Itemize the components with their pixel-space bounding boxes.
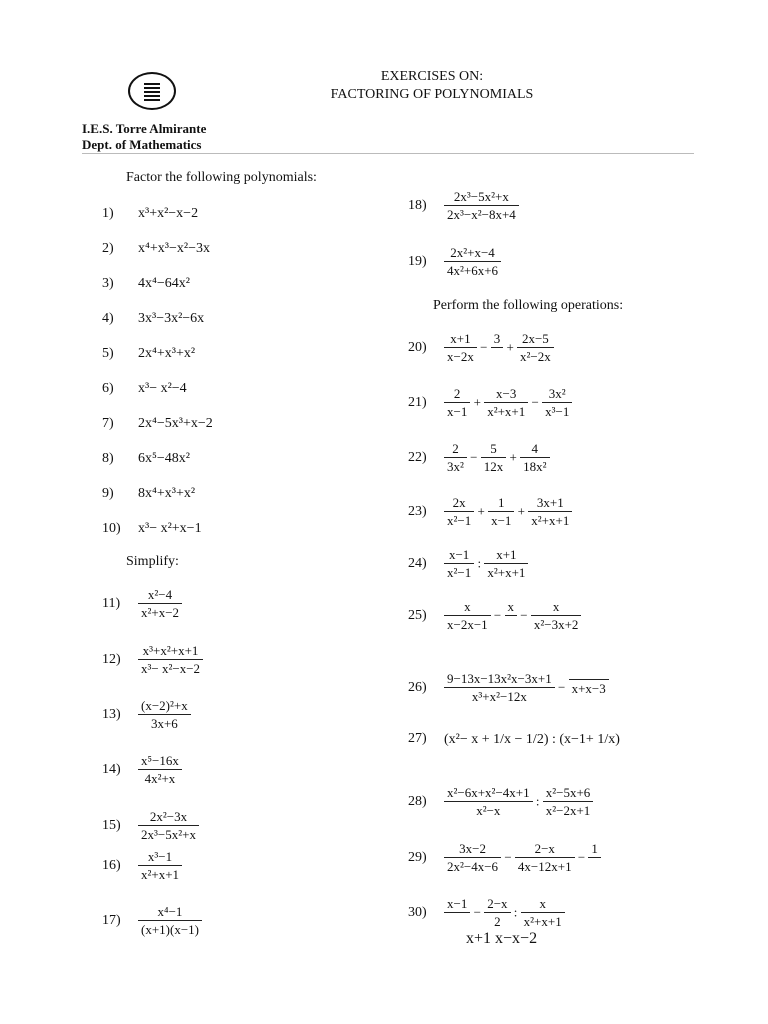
exercise-row [102, 484, 195, 502]
fraction [444, 895, 470, 930]
denominator: x³+x²−12x [471, 689, 527, 704]
fraction [444, 784, 533, 819]
numerator: x³−1 [138, 848, 182, 866]
numerator: 2x²−3x [138, 808, 199, 826]
operator: + [514, 503, 529, 519]
denominator: x²+x+1 [523, 914, 562, 929]
exercise-number: 10) [102, 521, 121, 536]
fraction [521, 895, 565, 930]
exercise-number: 26) [408, 679, 427, 695]
denominator: x−2x [447, 349, 474, 364]
fraction [444, 598, 491, 633]
exercise-row [102, 848, 182, 883]
fraction [138, 752, 182, 787]
numerator: 2x−5 [517, 330, 554, 348]
denominator [588, 858, 601, 875]
denominator: 2 [494, 914, 501, 929]
denominator: x²−2x+1 [545, 803, 591, 818]
exercise-number: 12) [102, 651, 121, 667]
exercise-row [102, 519, 202, 537]
fraction [515, 840, 575, 875]
numerator: 9−13x−13x²x−3x+1 [444, 670, 555, 688]
exercise-expression: (x²− x + 1/x − 1/2) : (x−1+ 1/x) [444, 732, 620, 747]
denominator: x²−1 [447, 513, 472, 528]
denominator: 12x [483, 459, 504, 474]
exercise-number: 11) [102, 595, 121, 611]
exercise-expression: 6x⁵−48x² [138, 451, 190, 466]
numerator: 4 [520, 440, 549, 458]
exercise-number: 29) [408, 849, 427, 865]
operator: − [501, 849, 515, 865]
exercise-number: 14) [102, 761, 121, 777]
exercise-expression: x³− x²+x−1 [138, 521, 202, 536]
fraction [517, 330, 554, 365]
fraction [444, 670, 555, 705]
operations-heading: Perform the following operations: [433, 298, 624, 313]
fraction [138, 586, 182, 621]
operator: : [510, 904, 521, 920]
operator: + [506, 449, 521, 465]
numerator: 2−x [484, 895, 510, 913]
exercise-expression: x³− x²−4 [138, 381, 187, 396]
numerator: 3x−2 [444, 840, 501, 858]
denominator: 2x³−5x²+x [141, 827, 196, 842]
exercise-number: 21) [408, 394, 427, 410]
fraction [488, 494, 514, 529]
denominator: x²+x+1 [487, 404, 526, 419]
fraction [444, 546, 474, 581]
numerator: x−3 [484, 385, 528, 403]
fraction [138, 697, 191, 732]
fraction [444, 840, 501, 875]
tower-icon [144, 81, 160, 101]
exercise-number: 2) [102, 241, 114, 256]
exercise-number: 17) [102, 912, 121, 928]
doc-title-line1: EXERCISES ON: [380, 69, 484, 84]
fraction [138, 808, 199, 843]
exercise-row [102, 239, 210, 257]
doc-title-line2: FACTORING OF POLYNOMIALS [330, 87, 534, 102]
numerator: x [505, 598, 518, 616]
denominator: x−2x−1 [447, 617, 488, 632]
denominator [444, 913, 470, 930]
exercise-row [102, 309, 204, 327]
exercise-number: 19) [408, 253, 427, 269]
exercise-expression: x³+x²−x−2 [138, 206, 199, 221]
operator: : [532, 793, 543, 809]
denominator: x²+x+1 [141, 867, 180, 882]
exercise-row [102, 808, 199, 843]
numerator: 5 [481, 440, 507, 458]
denominator: 2x³−x²−8x+4 [447, 207, 516, 222]
exercise-number: 3) [102, 276, 114, 291]
numerator: (x−2)²+x [138, 697, 191, 715]
denominator: 2x²−4x−6 [447, 859, 499, 874]
numerator: 2−x [515, 840, 575, 858]
denominator [491, 348, 504, 365]
fraction [484, 895, 510, 930]
exercise-number: 27) [408, 731, 427, 747]
exercise-row [408, 730, 708, 748]
operator: − [517, 607, 531, 623]
exercise-number: 25) [408, 607, 427, 623]
exercise-row [102, 752, 182, 787]
denominator: 3x² [447, 459, 464, 474]
operator: − [476, 339, 491, 355]
operator: − [574, 849, 589, 865]
fraction [542, 385, 572, 420]
exercise-number: 18) [408, 197, 427, 213]
exercise-number: 23) [408, 503, 427, 519]
numerator: x+1 [444, 330, 477, 348]
denominator: x+x−3 [571, 680, 606, 696]
denominator: 18x² [523, 459, 547, 474]
exercise-extra: x+1 x−x−2 [466, 930, 538, 947]
exercise-row [102, 274, 190, 292]
denominator: 4x²+x [144, 771, 176, 786]
operator: − [470, 904, 485, 920]
exercise-expression: 3x³−3x²−6x [138, 311, 205, 326]
operator: + [503, 339, 518, 355]
exercise-expression: 4x⁴−64x² [138, 276, 190, 291]
numerator: 2x³−5x²+x [444, 188, 519, 206]
exercise-row [102, 379, 187, 397]
exercise-number: 30) [408, 904, 427, 920]
exercise-row [408, 598, 708, 633]
numerator: 2x [444, 494, 474, 512]
exercise-row [408, 784, 708, 819]
fraction [444, 440, 467, 475]
denominator: x²+x+1 [487, 565, 526, 580]
denominator: 4x²+6x+6 [447, 263, 499, 278]
school-logo [128, 72, 176, 110]
exercise-number: 1) [102, 206, 114, 221]
fraction [444, 385, 470, 420]
exercise-expression: 2x⁴+x³+x² [138, 346, 196, 361]
fraction [138, 903, 202, 938]
denominator: x³− x²−x−2 [141, 661, 201, 676]
exercise-number: 6) [102, 381, 114, 396]
exercise-row [102, 903, 202, 938]
fraction [484, 546, 528, 581]
numerator: x−1 [444, 895, 470, 913]
exercise-expression: 8x⁴+x³+x² [138, 486, 196, 501]
denominator: 4x−12x+1 [517, 859, 572, 874]
numerator: 1 [488, 494, 514, 512]
exercise-row [102, 414, 213, 432]
exercise-row [102, 586, 182, 621]
operator: : [474, 555, 485, 571]
denominator: x²+x+1 [531, 513, 570, 528]
exercise-number: 7) [102, 416, 114, 431]
exercise-number: 5) [102, 346, 114, 361]
exercise-row [408, 188, 519, 223]
header-divider [82, 153, 694, 154]
exercise-row [408, 840, 708, 875]
school-name: I.E.S. Torre Almirante [82, 121, 207, 136]
factor-heading: Factor the following polynomials: [126, 170, 317, 185]
denominator: x−1 [447, 404, 468, 419]
exercise-expression: x⁴+x³−x²−3x [138, 241, 210, 256]
numerator: x²−5x+6 [543, 784, 594, 802]
numerator: x+1 [484, 546, 528, 564]
exercise-row [102, 642, 203, 677]
exercise-number: 4) [102, 311, 114, 326]
fraction [569, 679, 609, 697]
fraction [505, 598, 518, 633]
exercise-row [408, 330, 708, 365]
fraction [484, 385, 528, 420]
denominator: x−1 [491, 513, 512, 528]
denominator: x³−1 [545, 404, 570, 419]
exercise-row [408, 546, 708, 581]
denominator: x²−x [476, 803, 501, 818]
numerator: 2x²+x−4 [444, 244, 501, 262]
numerator: x−1 [444, 546, 474, 564]
operator: + [474, 503, 489, 519]
operator: − [528, 394, 543, 410]
exercise-number: 22) [408, 449, 427, 465]
exercise-number: 16) [102, 857, 121, 873]
numerator: 2 [444, 385, 470, 403]
exercise-row [408, 440, 708, 475]
exercise-number: 9) [102, 486, 114, 501]
numerator: x²−4 [138, 586, 182, 604]
fraction [520, 440, 549, 475]
fraction [138, 642, 203, 677]
denominator: x²−2x [520, 349, 551, 364]
exercise-row [408, 385, 708, 420]
numerator: 2 [444, 440, 467, 458]
exercise-number: 8) [102, 451, 114, 466]
numerator: 3 [491, 330, 504, 348]
denominator [505, 616, 518, 633]
fraction [444, 494, 474, 529]
fraction [528, 494, 572, 529]
numerator: x⁴−1 [138, 903, 202, 921]
fraction [444, 188, 519, 223]
numerator: x⁵−16x [138, 752, 182, 770]
fraction [444, 330, 477, 365]
department-name: Dept. of Mathematics [82, 137, 202, 152]
fraction [481, 440, 507, 475]
numerator: 3x+1 [528, 494, 572, 512]
exercise-number: 20) [408, 339, 427, 355]
operator: − [490, 607, 505, 623]
exercise-number: 15) [102, 817, 121, 833]
exercise-row [408, 895, 708, 948]
denominator: x²−1 [447, 565, 472, 580]
numerator: x [444, 598, 491, 616]
numerator: 1 [588, 840, 601, 858]
fraction [444, 244, 501, 279]
exercise-row [102, 449, 190, 467]
exercise-row [102, 344, 195, 362]
numerator: x [531, 598, 582, 616]
fraction [588, 840, 601, 875]
exercise-row [102, 697, 191, 732]
exercise-number: 13) [102, 706, 121, 722]
numerator: 3x² [542, 385, 572, 403]
exercise-row [408, 244, 501, 279]
denominator: 3x+6 [150, 716, 178, 731]
fraction [138, 848, 182, 883]
exercise-number: 24) [408, 555, 427, 571]
exercise-row [408, 670, 708, 705]
numerator: x [521, 895, 565, 913]
exercise-number: 28) [408, 793, 427, 809]
fraction [531, 598, 582, 633]
operator: − [554, 679, 569, 695]
denominator: (x+1)(x−1) [141, 922, 199, 937]
exercise-expression: 2x⁴−5x³+x−2 [138, 416, 213, 431]
denominator: x²+x−2 [141, 605, 180, 620]
fraction [491, 330, 504, 365]
numerator: x³+x²+x+1 [138, 642, 203, 660]
operator: − [466, 449, 481, 465]
denominator: x²−3x+2 [533, 617, 579, 632]
exercise-row [408, 494, 708, 529]
fraction [543, 784, 594, 819]
operator: + [470, 394, 485, 410]
simplify-heading: Simplify: [126, 554, 179, 569]
numerator: x²−6x+x²−4x+1 [444, 784, 533, 802]
exercise-row [102, 204, 198, 222]
